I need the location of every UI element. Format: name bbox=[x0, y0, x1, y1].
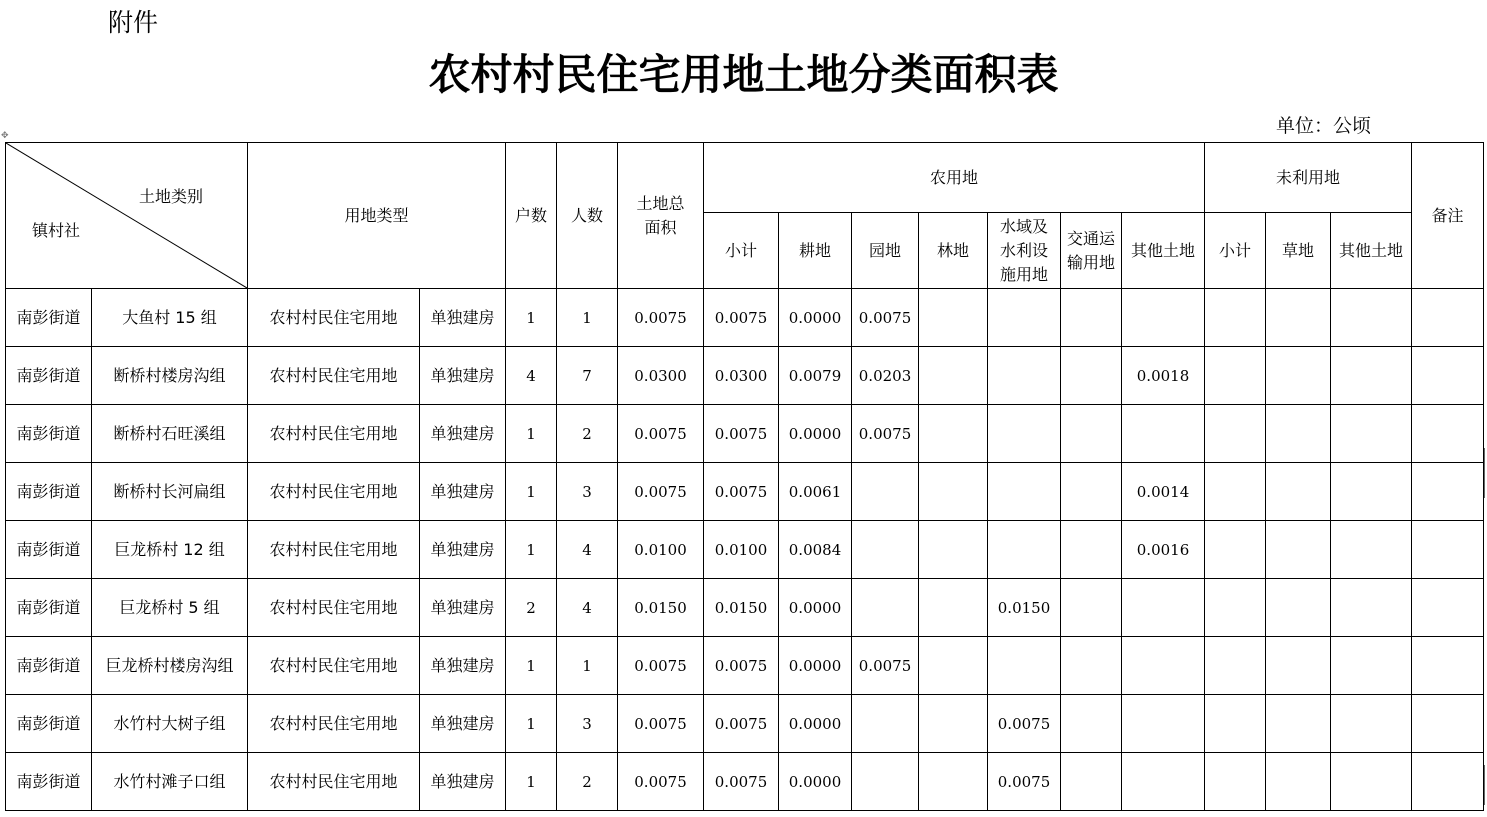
cell-remarks bbox=[1412, 753, 1484, 811]
table-row bbox=[6, 695, 1484, 753]
cell-agri-forest bbox=[919, 579, 988, 637]
cell-unused-other bbox=[1331, 289, 1412, 347]
cell-agri-transport bbox=[1061, 579, 1122, 637]
header-unused-subtotal: 小计 bbox=[1205, 213, 1266, 289]
cell-unused-subtotal bbox=[1205, 579, 1266, 637]
cell-agri-cultivated: 0.0000 bbox=[779, 637, 852, 695]
cell-village-group: 大鱼村 15 组 bbox=[92, 289, 248, 347]
cell-agri-other: 0.0018 bbox=[1122, 347, 1205, 405]
cell-unused-other bbox=[1331, 695, 1412, 753]
cell-people: 3 bbox=[557, 463, 618, 521]
cell-agri-other bbox=[1122, 579, 1205, 637]
cell-total-area: 0.0075 bbox=[618, 289, 704, 347]
cell-agri-transport bbox=[1061, 637, 1122, 695]
cell-build-type: 单独建房 bbox=[420, 579, 506, 637]
cell-town: 南彭街道 bbox=[6, 463, 92, 521]
cell-agri-cultivated: 0.0000 bbox=[779, 695, 852, 753]
cell-agri-other bbox=[1122, 405, 1205, 463]
cell-land-use-type: 农村村民住宅用地 bbox=[248, 521, 420, 579]
header-agri-transport: 交通运输用地 bbox=[1061, 213, 1122, 289]
cell-agri-subtotal: 0.0300 bbox=[704, 347, 779, 405]
cell-town: 南彭街道 bbox=[6, 695, 92, 753]
cell-unused-grass bbox=[1266, 405, 1331, 463]
cell-agri-subtotal: 0.0075 bbox=[704, 405, 779, 463]
cell-agri-water bbox=[988, 289, 1061, 347]
cell-unused-subtotal bbox=[1205, 347, 1266, 405]
header-agri-forest: 林地 bbox=[919, 213, 988, 289]
cell-agri-water bbox=[988, 521, 1061, 579]
cell-total-area: 0.0075 bbox=[618, 463, 704, 521]
table-row bbox=[6, 637, 1484, 695]
header-diagonal-cell bbox=[6, 143, 248, 289]
cell-people: 4 bbox=[557, 521, 618, 579]
cell-agri-cultivated: 0.0000 bbox=[779, 289, 852, 347]
cell-agri-water: 0.0075 bbox=[988, 695, 1061, 753]
cell-agri-water: 0.0150 bbox=[988, 579, 1061, 637]
cell-build-type: 单独建房 bbox=[420, 695, 506, 753]
header-people: 人数 bbox=[557, 143, 618, 289]
cell-remarks bbox=[1412, 637, 1484, 695]
cell-unused-other bbox=[1331, 637, 1412, 695]
cell-unused-other bbox=[1331, 579, 1412, 637]
cell-build-type: 单独建房 bbox=[420, 463, 506, 521]
table-body bbox=[6, 289, 1484, 811]
cell-village-group: 巨龙桥村 5 组 bbox=[92, 579, 248, 637]
cell-households: 1 bbox=[506, 289, 557, 347]
cell-unused-subtotal bbox=[1205, 637, 1266, 695]
cell-agri-cultivated: 0.0061 bbox=[779, 463, 852, 521]
cell-agri-transport bbox=[1061, 695, 1122, 753]
cell-households: 1 bbox=[506, 695, 557, 753]
cell-land-use-type: 农村村民住宅用地 bbox=[248, 347, 420, 405]
cell-land-use-type: 农村村民住宅用地 bbox=[248, 289, 420, 347]
cell-agri-cultivated: 0.0079 bbox=[779, 347, 852, 405]
cell-people: 2 bbox=[557, 753, 618, 811]
header-agri-water: 水域及水利设施用地 bbox=[988, 213, 1061, 289]
cell-households: 4 bbox=[506, 347, 557, 405]
cell-total-area: 0.0100 bbox=[618, 521, 704, 579]
cell-agri-subtotal: 0.0075 bbox=[704, 289, 779, 347]
cell-unused-grass bbox=[1266, 347, 1331, 405]
cell-build-type: 单独建房 bbox=[420, 521, 506, 579]
cell-agri-water: 0.0075 bbox=[988, 753, 1061, 811]
cell-remarks bbox=[1412, 521, 1484, 579]
table-row bbox=[6, 289, 1484, 347]
cell-total-area: 0.0075 bbox=[618, 695, 704, 753]
table-row bbox=[6, 347, 1484, 405]
header-agri-other: 其他土地 bbox=[1122, 213, 1205, 289]
header-land-category: 土地类别 bbox=[138, 187, 203, 206]
ruler-mark bbox=[1484, 765, 1485, 805]
cell-village-group: 巨龙桥村 12 组 bbox=[92, 521, 248, 579]
cell-agri-transport bbox=[1061, 347, 1122, 405]
cell-total-area: 0.0300 bbox=[618, 347, 704, 405]
cell-agri-garden bbox=[852, 579, 919, 637]
cell-unused-subtotal bbox=[1205, 753, 1266, 811]
cell-agri-subtotal: 0.0075 bbox=[704, 753, 779, 811]
cell-unused-subtotal bbox=[1205, 463, 1266, 521]
cell-unused-subtotal bbox=[1205, 289, 1266, 347]
table-anchor-icon: ✥ bbox=[1, 131, 9, 141]
cell-agri-garden bbox=[852, 695, 919, 753]
cell-unused-grass bbox=[1266, 289, 1331, 347]
cell-agri-garden: 0.0075 bbox=[852, 405, 919, 463]
header-total-area: 土地总面积 bbox=[618, 143, 704, 289]
cell-people: 7 bbox=[557, 347, 618, 405]
cell-land-use-type: 农村村民住宅用地 bbox=[248, 405, 420, 463]
cell-households: 1 bbox=[506, 463, 557, 521]
cell-agri-water bbox=[988, 637, 1061, 695]
header-unused-other: 其他土地 bbox=[1331, 213, 1412, 289]
cell-agri-water bbox=[988, 405, 1061, 463]
cell-village-group: 巨龙桥村楼房沟组 bbox=[92, 637, 248, 695]
cell-agri-other bbox=[1122, 753, 1205, 811]
cell-households: 2 bbox=[506, 579, 557, 637]
cell-unused-subtotal bbox=[1205, 405, 1266, 463]
cell-people: 2 bbox=[557, 405, 618, 463]
cell-agri-transport bbox=[1061, 521, 1122, 579]
cell-agri-cultivated: 0.0000 bbox=[779, 579, 852, 637]
header-agri-subtotal: 小计 bbox=[704, 213, 779, 289]
cell-agri-transport bbox=[1061, 463, 1122, 521]
cell-build-type: 单独建房 bbox=[420, 347, 506, 405]
cell-agri-garden bbox=[852, 521, 919, 579]
cell-build-type: 单独建房 bbox=[420, 405, 506, 463]
cell-agri-garden: 0.0075 bbox=[852, 289, 919, 347]
cell-agri-subtotal: 0.0075 bbox=[704, 695, 779, 753]
header-unused-grass: 草地 bbox=[1266, 213, 1331, 289]
table-row bbox=[6, 521, 1484, 579]
cell-agri-forest bbox=[919, 347, 988, 405]
cell-agri-transport bbox=[1061, 289, 1122, 347]
cell-agri-garden: 0.0203 bbox=[852, 347, 919, 405]
cell-unused-other bbox=[1331, 463, 1412, 521]
cell-unused-grass bbox=[1266, 579, 1331, 637]
ruler-mark bbox=[1484, 448, 1485, 498]
cell-agri-cultivated: 0.0084 bbox=[779, 521, 852, 579]
cell-town: 南彭街道 bbox=[6, 347, 92, 405]
cell-remarks bbox=[1412, 463, 1484, 521]
cell-town: 南彭街道 bbox=[6, 521, 92, 579]
cell-agri-garden bbox=[852, 463, 919, 521]
cell-agri-water bbox=[988, 347, 1061, 405]
header-agricultural-land: 农用地 bbox=[704, 143, 1205, 213]
cell-town: 南彭街道 bbox=[6, 289, 92, 347]
cell-households: 1 bbox=[506, 637, 557, 695]
cell-agri-cultivated: 0.0000 bbox=[779, 753, 852, 811]
cell-agri-subtotal: 0.0075 bbox=[704, 463, 779, 521]
table-row bbox=[6, 579, 1484, 637]
cell-agri-subtotal: 0.0100 bbox=[704, 521, 779, 579]
header-agri-cultivated: 耕地 bbox=[779, 213, 852, 289]
header-unused-land: 未利用地 bbox=[1205, 143, 1412, 213]
cell-land-use-type: 农村村民住宅用地 bbox=[248, 695, 420, 753]
cell-unused-grass bbox=[1266, 753, 1331, 811]
cell-unused-grass bbox=[1266, 695, 1331, 753]
header-agri-garden: 园地 bbox=[852, 213, 919, 289]
cell-agri-other bbox=[1122, 289, 1205, 347]
cell-total-area: 0.0075 bbox=[618, 405, 704, 463]
cell-agri-forest bbox=[919, 289, 988, 347]
cell-build-type: 单独建房 bbox=[420, 637, 506, 695]
cell-people: 1 bbox=[557, 637, 618, 695]
attachment-label: 附件 bbox=[108, 8, 159, 37]
cell-remarks bbox=[1412, 405, 1484, 463]
cell-unused-other bbox=[1331, 405, 1412, 463]
cell-agri-garden bbox=[852, 753, 919, 811]
cell-agri-forest bbox=[919, 405, 988, 463]
cell-agri-forest bbox=[919, 753, 988, 811]
table-row bbox=[6, 463, 1484, 521]
cell-village-group: 水竹村大树子组 bbox=[92, 695, 248, 753]
cell-unused-grass bbox=[1266, 521, 1331, 579]
cell-village-group: 水竹村滩子口组 bbox=[92, 753, 248, 811]
cell-town: 南彭街道 bbox=[6, 753, 92, 811]
header-town-village: 镇村社 bbox=[32, 221, 81, 240]
cell-build-type: 单独建房 bbox=[420, 289, 506, 347]
cell-total-area: 0.0075 bbox=[618, 637, 704, 695]
header-land-use-type: 用地类型 bbox=[248, 143, 506, 289]
cell-total-area: 0.0075 bbox=[618, 753, 704, 811]
cell-unused-grass bbox=[1266, 463, 1331, 521]
cell-people: 1 bbox=[557, 289, 618, 347]
header-households: 户数 bbox=[506, 143, 557, 289]
cell-unused-subtotal bbox=[1205, 695, 1266, 753]
cell-agri-other: 0.0014 bbox=[1122, 463, 1205, 521]
cell-agri-cultivated: 0.0000 bbox=[779, 405, 852, 463]
cell-village-group: 断桥村楼房沟组 bbox=[92, 347, 248, 405]
land-classification-table bbox=[5, 142, 1484, 811]
cell-remarks bbox=[1412, 695, 1484, 753]
cell-agri-transport bbox=[1061, 753, 1122, 811]
cell-unused-subtotal bbox=[1205, 521, 1266, 579]
cell-unused-other bbox=[1331, 753, 1412, 811]
header-remarks: 备注 bbox=[1412, 143, 1484, 289]
cell-remarks bbox=[1412, 579, 1484, 637]
cell-unused-other bbox=[1331, 521, 1412, 579]
cell-land-use-type: 农村村民住宅用地 bbox=[248, 637, 420, 695]
cell-agri-other: 0.0016 bbox=[1122, 521, 1205, 579]
cell-agri-subtotal: 0.0075 bbox=[704, 637, 779, 695]
cell-households: 1 bbox=[506, 521, 557, 579]
cell-town: 南彭街道 bbox=[6, 405, 92, 463]
unit-label: 单位：公顷 bbox=[1276, 115, 1372, 137]
table-row bbox=[6, 753, 1484, 811]
cell-agri-garden: 0.0075 bbox=[852, 637, 919, 695]
diagonal-line bbox=[6, 143, 247, 288]
cell-agri-other bbox=[1122, 695, 1205, 753]
cell-land-use-type: 农村村民住宅用地 bbox=[248, 579, 420, 637]
cell-unused-other bbox=[1331, 347, 1412, 405]
cell-total-area: 0.0150 bbox=[618, 579, 704, 637]
cell-agri-transport bbox=[1061, 405, 1122, 463]
cell-town: 南彭街道 bbox=[6, 637, 92, 695]
cell-people: 3 bbox=[557, 695, 618, 753]
cell-village-group: 断桥村石旺溪组 bbox=[92, 405, 248, 463]
cell-agri-water bbox=[988, 463, 1061, 521]
cell-town: 南彭街道 bbox=[6, 579, 92, 637]
cell-unused-grass bbox=[1266, 637, 1331, 695]
cell-land-use-type: 农村村民住宅用地 bbox=[248, 463, 420, 521]
cell-agri-forest bbox=[919, 521, 988, 579]
cell-build-type: 单独建房 bbox=[420, 753, 506, 811]
cell-remarks bbox=[1412, 347, 1484, 405]
cell-people: 4 bbox=[557, 579, 618, 637]
cell-land-use-type: 农村村民住宅用地 bbox=[248, 753, 420, 811]
cell-households: 1 bbox=[506, 405, 557, 463]
cell-agri-other bbox=[1122, 637, 1205, 695]
cell-agri-forest bbox=[919, 637, 988, 695]
cell-agri-forest bbox=[919, 695, 988, 753]
cell-remarks bbox=[1412, 289, 1484, 347]
cell-agri-subtotal: 0.0150 bbox=[704, 579, 779, 637]
table-row bbox=[6, 405, 1484, 463]
cell-agri-forest bbox=[919, 463, 988, 521]
cell-households: 1 bbox=[506, 753, 557, 811]
cell-village-group: 断桥村长河扁组 bbox=[92, 463, 248, 521]
page-title: 农村村民住宅用地土地分类面积表 bbox=[428, 50, 1059, 99]
